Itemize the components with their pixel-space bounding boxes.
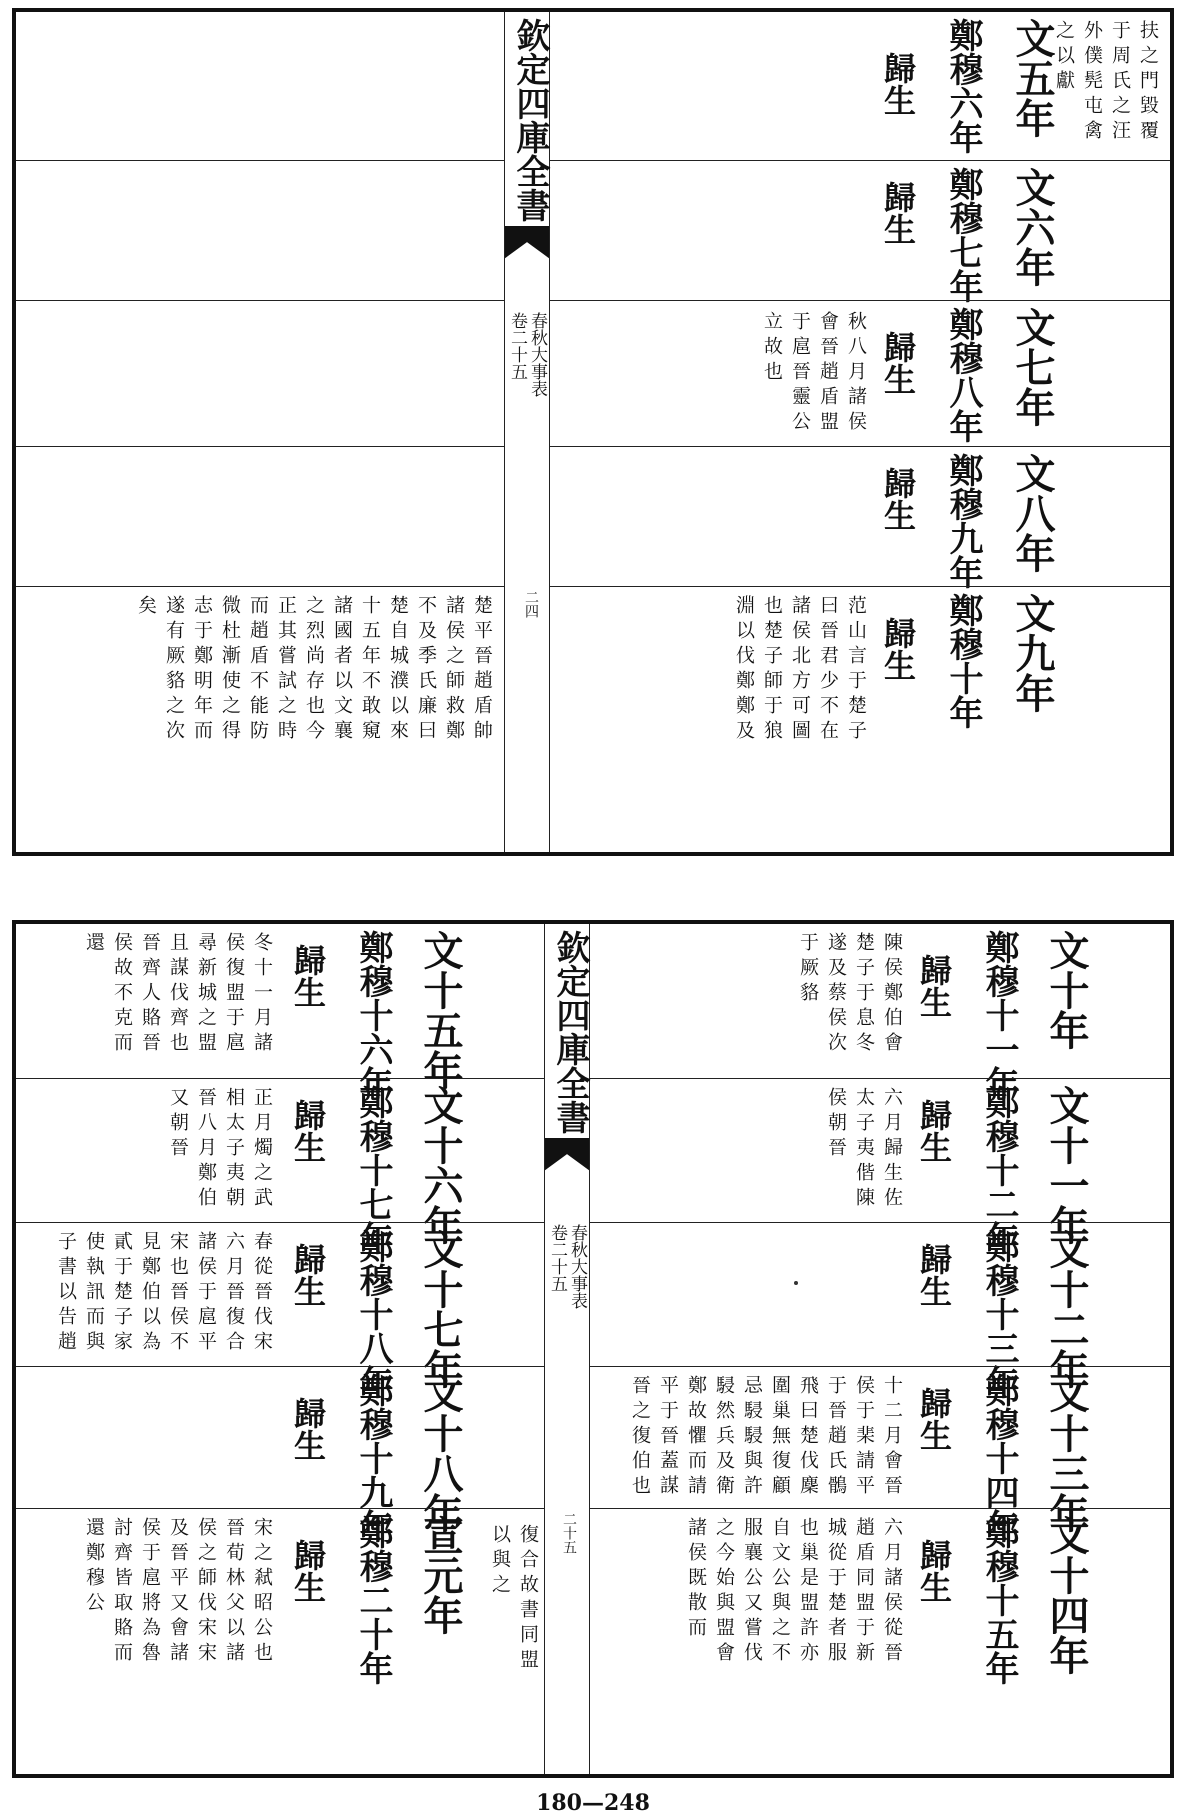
top-spine [504,12,550,852]
year-label: 文十八年 [417,1373,464,1533]
gui-sheng: 歸生 [289,1099,327,1163]
row-note: 六月歸生佐太子夷偕陳侯朝晉 [825,1087,903,1212]
zheng-ruler: 鄭穆六年 [943,18,983,154]
zheng-ruler: 鄭穆十一年 [979,930,1019,1100]
bottom-left-panel [16,924,544,1774]
bottom-right-panel [590,924,1170,1774]
year-label: 文十四年 [1043,1515,1090,1675]
bottom-left-row-3 [16,1222,544,1399]
gui-sheng: 歸生 [915,1539,953,1603]
year-label: 文十五年 [417,930,464,1090]
fishtail-mark [505,226,549,272]
spine-book-title: 春秋大事表 [527,312,547,397]
year-label: 文五年 [1009,18,1056,138]
spine-volume: 卷二十五 [507,312,527,380]
year-label: 文十年 [1043,930,1090,1050]
gui-sheng: 歸生 [289,1397,327,1461]
gui-sheng: 歸生 [915,1387,953,1451]
gui-sheng: 歸生 [915,1099,953,1163]
top-row-4 [550,446,1170,589]
top-left-panel [16,12,504,852]
row-note: 正月燭之武相太子夷朝晉八月鄭伯又朝晉 [167,1087,273,1212]
zheng-ruler: 鄭穆七年 [943,167,983,303]
row-note: 十二月會晉侯于棐請平于晉趙氏鶻飛曰楚伐麇圍巢無復顧忌駸駸與許駸然兵及衛鄭故懼而請平于晉蓋謀晉之復伯也 [629,1375,903,1500]
zheng-ruler: 鄭穆十六年 [353,930,393,1100]
bottom-right-row-2 [590,1078,1170,1255]
year-label: 文九年 [1009,593,1056,713]
zheng-ruler: 鄭穆十二年 [979,1085,1019,1255]
gui-sheng: 歸生 [879,52,917,116]
spine-book-title: 春秋大事表 [567,1224,587,1309]
year-label: 文六年 [1009,167,1056,287]
zheng-ruler: 鄭穆十年 [943,593,983,729]
bottom-right-row-4 [590,1366,1170,1543]
row-note: 陳侯鄭伯會楚子于息冬遂及蔡侯次于厥貉 [797,932,903,1057]
row-note: 宋之弒昭公也晉荀林父以諸侯之師伐宋宋及晉平又會諸侯于扈將為魯討齊皆取賂而還鄭穆公 [83,1517,273,1667]
bottom-right-row-5 [590,1508,1170,1774]
gui-sheng: 歸生 [289,1539,327,1603]
bottom-left-row-1 [16,924,544,1100]
gui-sheng: 歸生 [915,954,953,1018]
zheng-ruler: 鄭穆二十年 [353,1515,393,1685]
gui-sheng: 歸生 [879,467,917,531]
spine-side-note: 復合故書同盟以與之 [489,1524,539,1674]
year-label: 文十一年 [1043,1085,1090,1245]
row-note: 春從晉伐宋六月晉復合諸侯于扈平宋也晉侯不見鄭伯以為貳于楚子家使執訊而與子書以告趙 [55,1231,273,1356]
top-row-2 [550,160,1170,303]
gui-sheng: 歸生 [289,944,327,1008]
zheng-ruler: 鄭穆十五年 [979,1515,1019,1685]
row-note: 六月諸侯從晉趙盾同盟于新城從于楚者服也巢是盟許亦自文公與之不服襄公又嘗伐之今始與盟會諸侯既散而 [685,1517,903,1667]
top-page [12,8,1174,856]
gui-sheng: 歸生 [289,1243,327,1307]
bottom-right-row-1 [590,924,1170,1100]
bottom-right-row-3 [590,1222,1170,1399]
year-label: 文十三年 [1043,1373,1090,1533]
spine-page-number: 二十五 [561,1512,577,1554]
year-label: 宣元年 [417,1515,464,1635]
top-right-panel [550,12,1170,852]
year-label: 文八年 [1009,453,1056,573]
top-left-note-row [16,586,504,856]
gui-sheng: 歸生 [879,331,917,395]
fishtail-mark [545,1138,589,1184]
zheng-ruler: 鄭穆十七年 [353,1085,393,1255]
bottom-left-row-5 [16,1508,544,1774]
zheng-ruler: 鄭穆九年 [943,453,983,589]
zheng-ruler: 鄭穆十四年 [979,1373,1019,1543]
bottom-left-row-4 [16,1366,544,1543]
row-note: 范山言于楚子曰晉君少不在諸侯北方可圖也楚子師于狼淵以伐鄭鄭及 [733,595,867,745]
ink-dot [794,1281,798,1285]
top-row-1 [550,12,1170,160]
spine-page-number: 二四 [523,590,539,618]
year-label: 文七年 [1009,307,1056,427]
row-note: 冬十一月諸侯復盟于扈尋新城之盟且謀伐齊也晉齊人賂晉侯故不克而還 [83,932,273,1057]
year-label: 文十六年 [417,1085,464,1245]
spine-title: 欽定四庫全書 [550,930,590,1134]
gui-sheng: 歸生 [915,1243,953,1307]
row-note: 秋八月諸侯會晉趙盾盟于扈晉靈公立故也 [761,311,867,436]
gui-sheng: 歸生 [879,181,917,245]
bottom-spine [544,924,590,1774]
year-label: 文十二年 [1043,1229,1090,1389]
bottom-left-row-2 [16,1078,544,1255]
zheng-ruler: 鄭穆十三年 [979,1229,1019,1399]
top-left-note: 楚平晉趙盾帥諸侯之師救鄭不及季氏廉曰楚自城濮以來十五年不敢窺諸國者以文襄之烈尚存也今正其嘗試之時而趙盾不能防微杜漸使之得志于鄭明年而遂有厥貉之次矣 [135,595,493,745]
top-row-3 [550,300,1170,446]
spine-title: 欽定四庫全書 [510,18,550,222]
gui-sheng: 歸生 [879,617,917,681]
bottom-page [12,920,1174,1778]
zheng-ruler: 鄭穆八年 [943,307,983,443]
spine-volume: 卷二十五 [547,1224,567,1292]
year-label: 文十七年 [417,1229,464,1389]
page-footer-number: 180—248 [536,1790,650,1816]
zheng-ruler: 鄭穆十八年 [353,1229,393,1399]
top-row-5 [550,586,1170,856]
zheng-ruler: 鄭穆十九年 [353,1373,393,1543]
row-note: 扶之門毀覆于周氏之汪外僕髡屯禽之以獻 [1053,20,1159,145]
